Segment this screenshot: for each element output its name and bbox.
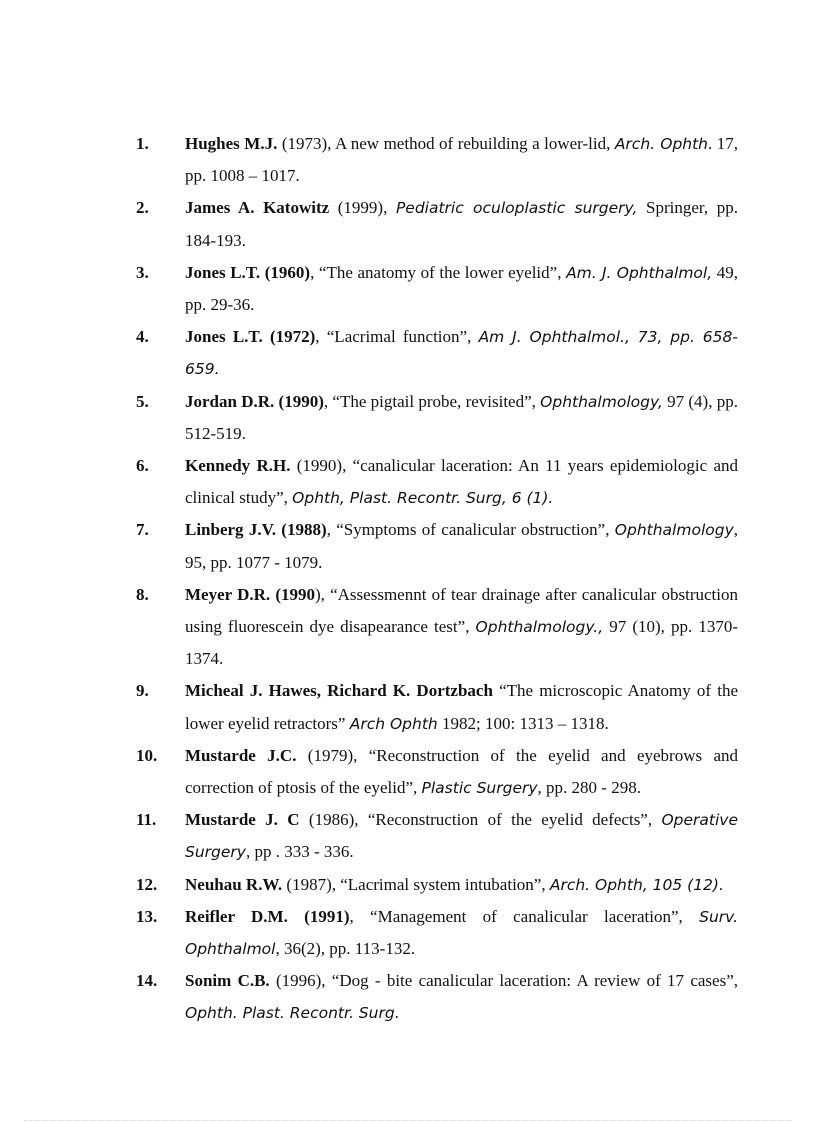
reference-text: (1990), “canalicular laceration: An 11 years epidemiologic and clinical study”, <box>185 456 738 508</box>
reference-item <box>136 192 738 256</box>
reference-text: , “Lacrimal function”, <box>315 327 479 347</box>
reference-item <box>136 579 738 676</box>
reference-source: Am J. Ophthalmol., 73, pp. 658-659. <box>185 328 738 379</box>
reference-item <box>136 740 738 804</box>
reference-number: 8. <box>136 584 149 604</box>
reference-text: “The microscopic Anatomy of the lower eyelid retractors” <box>185 681 738 733</box>
reference-author: Hughes M.J. <box>185 134 278 153</box>
reference-source: Ophthalmology., <box>475 618 604 637</box>
reference-details: , 95, pp. 1077 - 1079. <box>185 520 738 572</box>
reference-item <box>136 128 738 192</box>
reference-number: 1. <box>136 134 149 153</box>
reference-source: Arch. Ophth <box>614 135 709 153</box>
reference-details: 97 (4), pp. 512-519. <box>185 391 738 443</box>
reference-number: 4. <box>136 327 149 347</box>
reference-source: Ophthalmology, <box>540 392 663 411</box>
reference-number: 10. <box>136 745 158 765</box>
reference-author: Jones L.T. (1972) <box>185 327 316 347</box>
reference-details: , 36(2), pp. 113-132. <box>275 939 416 959</box>
reference-number: 3. <box>136 262 149 282</box>
reference-item <box>136 965 738 1029</box>
reference-number: 13. <box>136 906 158 926</box>
reference-item <box>136 450 738 514</box>
reference-author: Neuhau R.W. <box>185 874 283 894</box>
reference-source: Plastic Surgery <box>421 779 538 798</box>
reference-text: (1987), “Lacrimal system intubation”, <box>282 874 550 894</box>
reference-text: (1999), <box>329 198 396 218</box>
reference-item <box>136 386 738 450</box>
reference-text: (1979), “Reconstruction of the eyelid and eyebrows and correction of ptosis of the eyelid”, <box>185 745 738 798</box>
reference-details: , pp . 333 - 336. <box>245 842 354 862</box>
reference-author: Jones L.T. (1960) <box>185 262 311 282</box>
reference-author: James A. Katowitz <box>185 198 330 218</box>
reference-source: Ophth. Plast. Recontr. Surg <box>185 1004 395 1023</box>
reference-author: Linberg J.V. (1988) <box>185 520 327 540</box>
reference-details: . <box>394 1003 399 1023</box>
reference-item <box>136 869 738 901</box>
reference-number: 9. <box>136 681 149 701</box>
reference-source: Arch. Ophth, 105 (12). <box>549 875 724 894</box>
reference-text: , “The pigtail probe, revisited”, <box>323 391 541 411</box>
reference-author: Jordan D.R. (1990) <box>185 391 324 411</box>
reference-number: 5. <box>136 391 149 411</box>
reference-text: ), “Assessmennt of tear drainage after canalicular obstruction using fluorescein dye disapearance test”, <box>185 584 738 637</box>
reference-number: 14. <box>136 971 158 991</box>
reference-author: Mustarde J.C. <box>185 745 297 765</box>
reference-text: (1973), A new method of rebuilding a lower-lid, <box>277 134 615 153</box>
reference-source: Ophthalmology <box>614 521 734 540</box>
reference-details: , pp. 280 - 298. <box>537 778 641 798</box>
reference-author: Kennedy R.H. <box>185 456 291 476</box>
reference-author: Reifler D.M. (1991) <box>185 906 350 926</box>
reference-text: , “Management of canalicular laceration”, <box>349 906 700 926</box>
reference-number: 7. <box>136 520 149 540</box>
reference-author: Mustarde J. C <box>185 810 300 830</box>
reference-details: 97 (10), pp. 1370-1374. <box>185 617 739 669</box>
reference-source: Surv. Ophthalmol <box>185 907 738 959</box>
reference-author: Micheal J. Hawes, Richard K. Dortzbach <box>185 681 493 701</box>
reference-number: 6. <box>136 456 149 476</box>
reference-text: , “Symptoms of canalicular obstruction”, <box>326 520 615 540</box>
reference-number: 12. <box>136 874 158 894</box>
reference-number: 11. <box>136 810 157 830</box>
reference-text: , “The anatomy of the lower eyelid”, <box>310 262 567 282</box>
reference-item <box>136 675 738 739</box>
reference-source: Operative Surgery <box>185 811 739 862</box>
reference-item <box>136 901 738 965</box>
reference-item <box>136 321 738 385</box>
reference-details: . 17, pp. 1008 – 1017. <box>185 134 739 186</box>
reference-item <box>136 514 738 578</box>
reference-details: 1982; 100: 1313 – 1318. <box>437 713 609 733</box>
reference-list <box>136 128 738 1030</box>
page-bottom-divider <box>24 1120 792 1121</box>
reference-author: Sonim C.B. <box>185 971 270 991</box>
reference-details: Springer, pp. 184-193. <box>185 198 738 250</box>
reference-details: 49, pp. 29-36. <box>185 262 739 315</box>
reference-item <box>136 804 738 868</box>
reference-number: 2. <box>136 198 149 218</box>
reference-text: (1996), “Dog - bite canalicular laceration: A review of 17 cases”, <box>269 971 738 991</box>
reference-source: Arch Ophth <box>349 714 438 733</box>
reference-source: Pediatric oculoplastic surgery, <box>395 199 638 218</box>
reference-source: Ophth, Plast. Recontr. Surg, 6 (1). <box>292 489 554 508</box>
reference-text: (1986), “Reconstruction of the eyelid defects”, <box>299 810 662 830</box>
reference-source: Am. J. Ophthalmol, <box>566 263 713 282</box>
reference-author: Meyer D.R. (1990 <box>185 584 315 604</box>
reference-item <box>136 257 738 321</box>
